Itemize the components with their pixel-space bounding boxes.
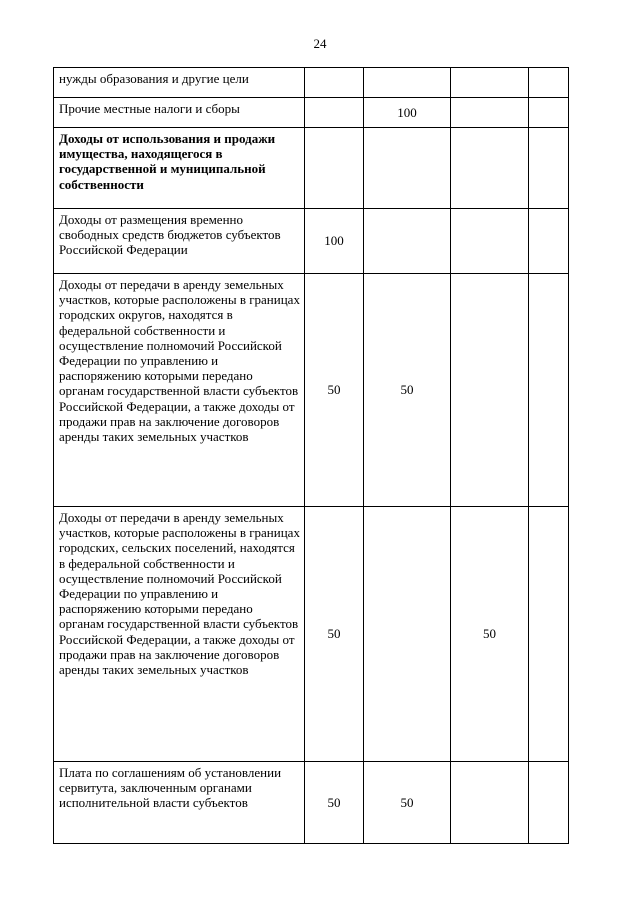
- row-value-col4: [529, 507, 569, 762]
- row-name: нужды образования и другие цели: [54, 68, 305, 98]
- row-value-col2: [364, 507, 451, 762]
- row-value-col1: 50: [305, 274, 364, 507]
- row-value-col1: 50: [305, 507, 364, 762]
- table-row: [54, 507, 569, 762]
- row-value-col2: [364, 128, 451, 209]
- row-value-col4: [529, 274, 569, 507]
- row-value-col1: 50: [305, 762, 364, 844]
- table-row: [54, 762, 569, 844]
- row-value-col3: [451, 98, 529, 128]
- row-value-col3: [451, 128, 529, 209]
- row-value-col3: 50: [451, 507, 529, 762]
- table-row: [54, 274, 569, 507]
- row-value-col2: 50: [364, 762, 451, 844]
- table-row: [54, 209, 569, 274]
- row-value-col2: [364, 209, 451, 274]
- revenue-distribution-table: [53, 67, 569, 844]
- row-value-col1: [305, 98, 364, 128]
- row-value-col1: [305, 128, 364, 209]
- row-name: Доходы от передачи в аренду земельных участков, которые расположены в границах городских округов, находятся в федеральной собственности и осуществление полномочий Российской Федерации по управлению и распоряжению которыми передано органам государственной власти субъектов Российской Федерации, а также доходы от продажи прав на заключение договоров аренды таких земельных участков: [54, 274, 305, 507]
- row-value-col4: [529, 762, 569, 844]
- row-value-col4: [529, 98, 569, 128]
- row-value-col3: [451, 762, 529, 844]
- row-value-col2: 50: [364, 274, 451, 507]
- row-value-col4: [529, 128, 569, 209]
- row-name: Прочие местные налоги и сборы: [54, 98, 305, 128]
- section-heading: Доходы от использования и продажи имущества, находящегося в государственной и муниципальной собственности: [54, 128, 305, 209]
- row-value-col3: [451, 209, 529, 274]
- row-name: Доходы от размещения временно свободных средств бюджетов субъектов Российской Федерации: [54, 209, 305, 274]
- row-value-col2: 100: [364, 98, 451, 128]
- page-number: 24: [313, 36, 327, 51]
- table-row: [54, 68, 569, 98]
- row-value-col3: [451, 274, 529, 507]
- table-row: [54, 98, 569, 128]
- row-value-col4: [529, 209, 569, 274]
- row-value-col1: 100: [305, 209, 364, 274]
- row-value-col2: [364, 68, 451, 98]
- row-value-col4: [529, 68, 569, 98]
- row-value-col3: [451, 68, 529, 98]
- table-row: [54, 128, 569, 209]
- row-name: Плата по соглашениям об установлении сервитута, заключенным органами исполнительной власти субъектов: [54, 762, 305, 844]
- row-name: Доходы от передачи в аренду земельных участков, которые расположены в границах городских, сельских поселений, находятся в федеральной собственности и осуществление полномочий Российской Федерации по управлению и распоряжению которыми передано органам государственной власти субъектов Российской Федерации, а также доходы от продажи прав на заключение договоров аренды таких земельных участков: [54, 507, 305, 762]
- row-value-col1: [305, 68, 364, 98]
